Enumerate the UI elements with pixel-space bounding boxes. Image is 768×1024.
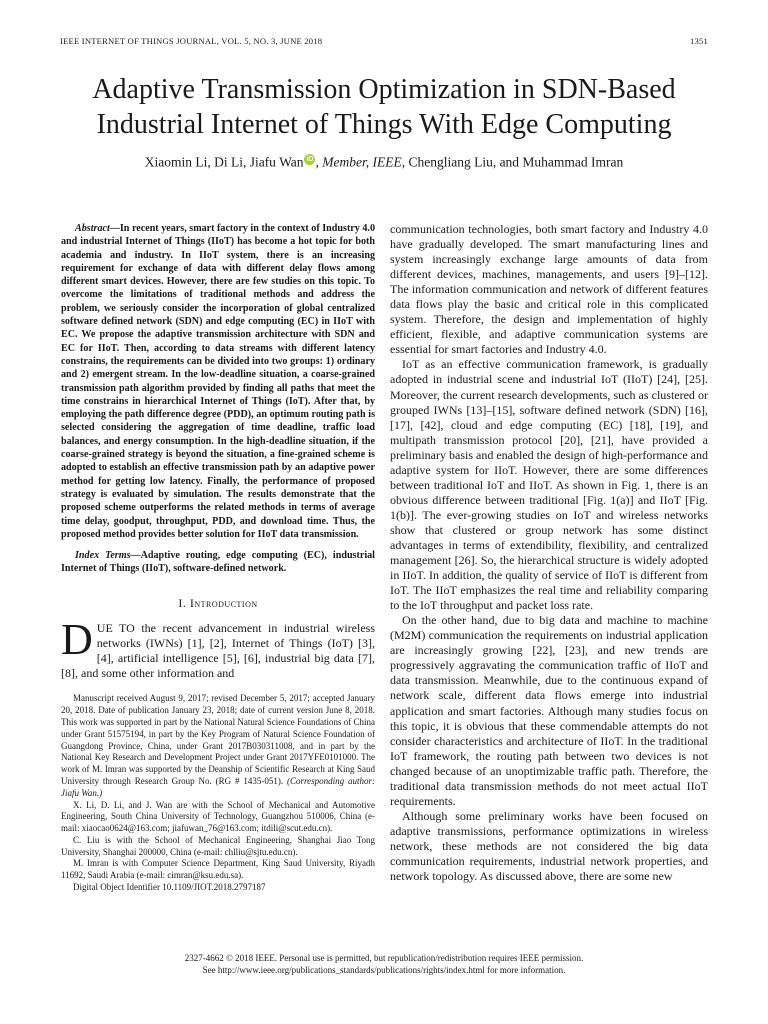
copyright-line-1: 2327-4662 © 2018 IEEE. Personal use is permitted, but republication/redistribution requires IEEE permission. [184, 953, 584, 963]
intro-text: the recent advancement in industrial wireless networks (IWNs) [1], [2], Internet of Things (IoT) [3], [4], artificial intelligence [5], [6], industrial big data [7], [8], and some other information and [61, 620, 375, 681]
authors-first: Xiaomin Li, Di Li, Jiafu Wan [144, 154, 304, 170]
title-line-2: Industrial Internet of Things With Edge Computing [96, 109, 672, 140]
index-terms-text: Adaptive routing, edge computing (EC), industrial Internet of Things (IIoT), software-defined network. [61, 550, 375, 575]
section-heading [61, 596, 375, 611]
abstract-text: In recent years, smart factory in the context of Industry 4.0 and industrial Internet of Things (IIoT) has become a hot topic for both academia and industry. In IIoT system, there is an increasing requirement for exchange of data with different delay flows among different smart devices. However, there are few studies on this topic. To overcome the limitations of traditional methods and address the problem, we seriously consider the incorporation of global centralized software defined network (SDN) and edge computing (EC) in IIoT with EC. We propose the adaptive transmission architecture with SDN and EC for IIoT. Then, according to data streams with different latency constrains, the requirements can be divided into two groups: 1) ordinary and 2) emergent stream. In the low-deadline situation, a coarse-grained transmission path algorithm provided by finding all paths that meet the time constrains in hierarchical Internet of Things (IoT). After that, by employing the path difference degree (PDD), an optimum routing path is selected considering the aggregation of time deadline, traffic load balances, and energy consumption. In the high-deadline situation, if the coarse-grained strategy is beyond the situation, a fine-grained scheme is adopted to establish an effective transmission path by an adaptive power method for getting low latency. Finally, the performance of proposed strategy is evaluated by simulation. The results demonstrate that the proposed scheme outperforms the related methods in terms of average time delay, goodput, throughput, PDD, and download time. Thus, the proposed method provides better solution for IIoT data transmission. [61, 223, 375, 540]
doi: Digital Object Identifier 10.1109/JIOT.2018.2797187 [73, 882, 266, 893]
copyright-notice [40, 953, 728, 976]
index-terms [61, 549, 375, 576]
author-list [40, 154, 728, 171]
paper-title [40, 72, 728, 142]
running-header [60, 36, 708, 46]
body-paragraph-2: IoT as an effective communication framework, is gradually adopted in industrial scene and industrial IoT (IIoT) [24], [25]. Moreover, the current research developments, such as clustered or grouped IWNs [13]–[15], software defined network (SDN) [16], [17], [42], cloud and edge computing (EC) [18], [19], and multipath transmission protocol [20], [21], have provided a preliminary basis and enabled the design of high-performance and adaptive system for IIoT. However, there are some differences between traditional IoT and IIoT. As shown in Fig. 1, there is an obvious difference between traditional [Fig. 1(a)] and IIoT [Fig. 1(b)]. The ever-growing studies on IoT and wireless networks show that clustered or group network has some distinct advantages in terms of extendibility, flexibility, and centralized management [26]. So, the hierarchical structure is widely adopted in IIoT. In addition, the quality of service of IIoT is different from IoT. The IIoT emphasizes the real time and reliability comparing to the IoT throughput and packet loss rate. [390, 357, 708, 613]
footnote-affiliation-2: C. Liu is with the School of Mechanical Engineering, Shanghai Jiao Tong University, Shanghai 200000, China (e-mail: chlliu@sjtu.edu.cn). [61, 834, 375, 857]
footnote-received-text: Manuscript received August 9, 2017; revised December 5, 2017; accepted January 20, 2018. Date of publication January 23, 2018; date of current version June 8, 2018. This work was supported in part by the National Natural Science Foundations of China under Grant 51575194, in part by the Key Program of Natural Science Foundation of Guangdong Province, China, under Grant 2017B030311008, and in part by the National Key Research and Development Project under Grant 2017YFE0101000. The work of M. Imran was supported by the Deanship of Scientific Research at King Saud University through Research Group No. (RG # 1435-051). [61, 693, 375, 786]
body-paragraph-4: Although some preliminary works have been focused on adaptive transmissions, performance optimizations in wireless network, these methods are not considered the big data communication requirements, industrial network properties, and network topology. As discussed above, there are some new [390, 808, 708, 884]
footnote-affiliation-3: M. Imran is with Computer Science Department, King Saud University, Riyadh 11692, Saudi Arabia (e-mail: cimran@ksu.edu.sa). [61, 858, 375, 881]
drop-cap: D [61, 614, 93, 664]
body-paragraph-3: On the other hand, due to big data and machine to machine (M2M) communication the requirements on industrial application are increasingly growing [22], [23], and new trends are progressively aggravating the communication traffic of IIoT and data transmission. Meanwhile, due to the continuous expand of network scale, different data flows emerge into industrial application and smart factories. Although many studies focus on this topic, it is obvious that these commendable attempts do not consider characteristics and architecture of IIoT. In the traditional IoT framework, the routing path between two devices is not changed because of an unoptimizable traffic path. Therefore, the traditional data transmission methods do not meet actual IIoT requirements. [390, 613, 708, 808]
section-number: I. [178, 595, 190, 610]
copyright-line-2: See http://www.ieee.org/publications_standards/publications/rights/index.html for more information. [202, 964, 566, 975]
left-column [61, 222, 375, 894]
corresponding-author: (Corresponding author: Jiafu Wan.) [61, 775, 375, 798]
section-title: Introduction [189, 595, 258, 610]
journal-name: IEEE INTERNET OF THINGS JOURNAL, VOL. 5, NO. 3, JUNE 2018 [60, 36, 323, 46]
intro-paragraph [61, 614, 375, 682]
page-number: 1351 [690, 36, 708, 46]
authors-rest: Chengliang Liu, and Muhammad Imran [405, 154, 624, 170]
abstract [61, 222, 375, 541]
footnote-received [61, 693, 375, 799]
index-terms-label: Index Terms— [75, 550, 141, 562]
right-column [390, 222, 708, 884]
member-designation: , Member, IEEE, [315, 154, 406, 170]
title-line-1: Adaptive Transmission Optimization in SDN-Based [92, 74, 676, 105]
footnotes [61, 693, 375, 894]
footnote-affiliation-1: X. Li, D. Li, and J. Wan are with the School of Mechanical and Automotive Engineering, South China University of Technology, Guangzhou 510006, China (e-mail: xiaocao0624@163.com; jiafuwan_76@163.com; itdili@scut.edu.cn). [61, 799, 375, 834]
orcid-icon[interactable]: iD [306, 156, 314, 163]
body-paragraph-1: communication technologies, both smart factory and Industry 4.0 have gradually developed. The smart manufacturing lines and system increasingly exchange large amounts of data from different devices, machines, managements, and users [9]–[12]. The information communication and network of different features data flows play the basic and critical role in this complicated system. Therefore, the design and implementation of highly efficient, flexible, and adaptive communication systems are essential for smart factories and Industry 4.0. [390, 222, 708, 357]
title-block [40, 72, 728, 171]
abstract-label: Abstract— [75, 223, 120, 234]
intro-lead: UE TO [96, 620, 135, 635]
